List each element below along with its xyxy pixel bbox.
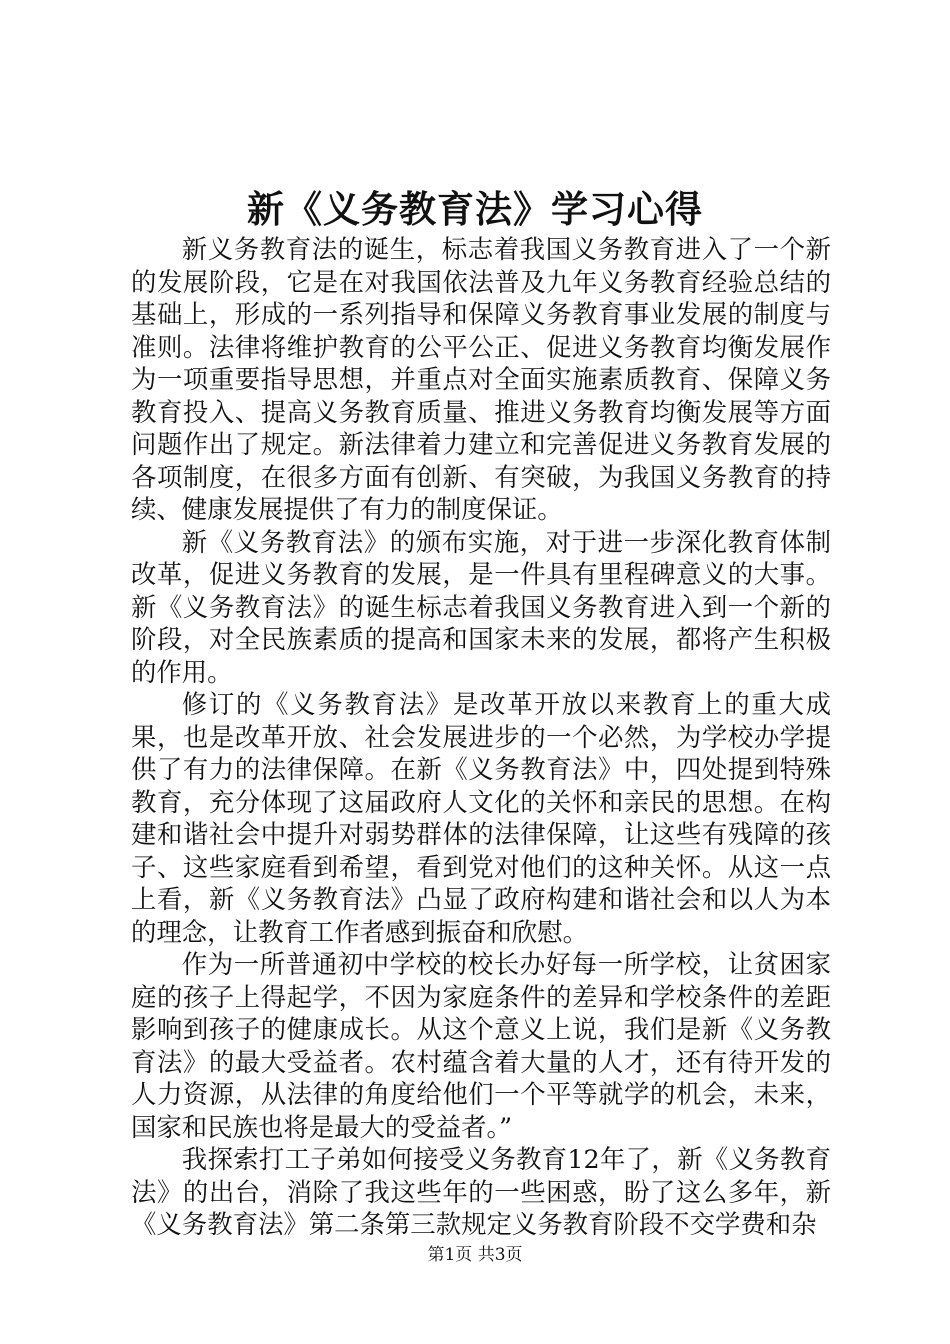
document-body [131, 233, 831, 1241]
paragraph-1: 新义务教育法的诞生，标志着我国义务教育进入了一个新的发展阶段，它是在对我国依法普及九年义务教育经验总结的基础上，形成的一系列指导和保障义务教育事业发展的制度与准则。法律将维护教育的公平公正、促进义务教育均衡发展作为一项重要指导思想，并重点对全面实施素质教育、保障义务教育投入、提高义务教育质量、推进义务教育均衡发展等方面问题作出了规定。新法律着力建立和完善促进义务教育发展的各项制度，在很多方面有创新、有突破，为我国义务教育的持续、健康发展提供了有力的制度保证。 [131, 234, 831, 524]
paragraph-5: 我探索打工子弟如何接受义务教育12年了，新《义务教育法》的出台，消除了我这些年的一些困惑，盼了这么多年，新《义务教育法》第二条第三款规定义务教育阶段不交学费和杂 [131, 1144, 831, 1239]
document-title: 新《义务教育法》学习心得 [247, 187, 703, 231]
paragraph-2: 新《义务教育法》的颁布实施，对于进一步深化教育体制改革，促进义务教育的发展，是一件具有里程碑意义的大事。新《义务教育法》的诞生标志着我国义务教育进入到一个新的阶段，对全民族素质的提高和国家未来的发展，都将产生积极的作用。 [131, 526, 831, 687]
paragraph-4: 作为一所普通初中学校的校长办好每一所学校，让贫困家庭的孩子上得起学，不因为家庭条件的差异和学校条件的差距影响到孩子的健康成长。从这个意义上说，我们是新《义务教育法》的最大受益者。农村蕴含着大量的人才，还有待开发的人力资源，从法律的角度给他们一个平等就学的机会，未来，国家和民族也将是最大的受益者。” [131, 949, 831, 1142]
paragraph-3: 修订的《义务教育法》是改革开放以来教育上的重大成果，也是改革开放、社会发展进步的一个必然，为学校办学提供了有力的法律保障。在新《义务教育法》中，四处提到特殊教育，充分体现了这届政府人文化的关怀和亲民的思想。在构建和谐社会中提升对弱势群体的法律保障，让这些有残障的孩子、这些家庭看到希望，看到党对他们的这种关怀。从这一点上看，新《义务教育法》凸显了政府构建和谐社会和以人为本的理念，让教育工作者感到振奋和欣慰。 [131, 689, 831, 947]
page-number-footer: 第1页 共3页 [427, 1245, 523, 1265]
